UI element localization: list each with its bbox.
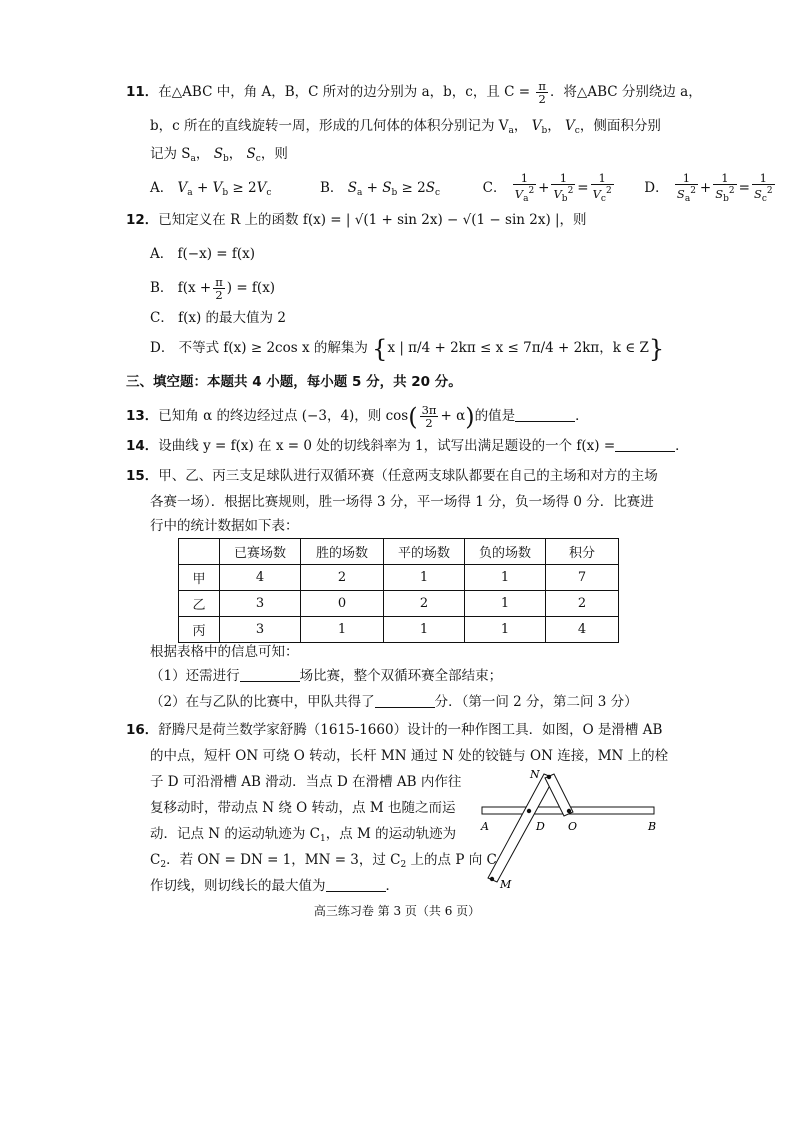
q16-line3: 子 D 可沿滑槽 AB 滑动．当点 D 在滑槽 AB 内作往 xyxy=(150,774,462,790)
schooten-diagram xyxy=(470,766,670,894)
q15-sub2-blank[interactable] xyxy=(375,693,435,708)
q16-line4: 复移动时，带动点 N 绕 O 转动，点 M 也随之而运 xyxy=(150,800,456,816)
q14-number: 14． xyxy=(126,438,159,454)
q16-line6: $C_2$．若 ON = DN = 1，MN = 3，过 $C_2$ 上的点 P 向 C xyxy=(150,852,497,870)
q16-answer-blank[interactable] xyxy=(326,877,386,892)
q15-sub1: （1）还需进行 场比赛，整个双循环赛全部结束； xyxy=(150,668,503,684)
section-3-heading: 三、填空题：本题共 4 小题，每小题 5 分，共 20 分。 xyxy=(126,374,462,390)
q16-line7: 作切线，则切线长的最大值为 ． xyxy=(150,878,399,894)
q11-stem-part1: 在△ABC 中，角 A，B，C 所对的边分别为 a，b，c，且 C = xyxy=(158,84,531,100)
q15-sub1-blank[interactable] xyxy=(240,667,300,682)
table-row: 甲 4 2 1 1 7 xyxy=(179,565,619,591)
q13: 13．已知角 α 的终边经过点 (−3，4)，则 cos( $\frac{3\pi}{2}$ + α)的值是 ． xyxy=(126,403,589,431)
q11-option-b[interactable]: B． $S_a + S_b \ge 2S_c$ xyxy=(319,180,441,198)
table-row: 乙 3 0 2 1 2 xyxy=(179,591,619,617)
pin-n xyxy=(547,775,551,779)
label-m: M xyxy=(500,878,512,891)
q15-line3: 行中的统计数据如下表： xyxy=(150,518,299,534)
q16-number: 16． xyxy=(126,722,159,738)
q11-option-c[interactable]: C． $\frac{1}{V_a^2}$ + $\frac{1}{V_b^2}$ = $\frac{1}{V_c^2}$ xyxy=(482,171,612,204)
label-b: B xyxy=(648,820,657,833)
q13-number: 13． xyxy=(126,408,159,424)
q11-option-a[interactable]: A． $V_a + V_b \ge 2V_c$ xyxy=(150,180,272,198)
pin-d xyxy=(527,809,531,813)
q11-line1 xyxy=(126,80,702,105)
label-a: A xyxy=(481,820,489,833)
q12-option-d[interactable]: D． 不等式 f(x) ≥ 2cos x 的解集为 {x | π/4 + 2kπ ≤ x ≤ 7π/4 + 2kπ，k ∈ Z} xyxy=(150,335,665,363)
q14: 14．设曲线 y = f(x) 在 x = 0 处的切线斜率为 1，试写出满足题设的一个 f(x) = ． xyxy=(126,438,689,454)
label-d: D xyxy=(536,820,545,833)
q12-option-a[interactable]: A． f(−x) = f(x) xyxy=(150,246,256,262)
q11-number: 11． xyxy=(126,84,159,100)
q15-line1: 15．甲、乙、丙三支足球队进行双循环赛（任意两支球队都要在自己的主场和对方的主场 xyxy=(126,468,658,484)
q16-line2: 的中点，短杆 ON 可绕 O 转动，长杆 MN 通过 N 处的铰链与 ON 连接，MN 上的栓 xyxy=(150,748,669,764)
q12-option-b[interactable]: B． f(x + $\frac{\pi}{2}$ ) = f(x) xyxy=(150,275,276,302)
q13-answer-blank[interactable] xyxy=(515,407,575,422)
q12-number: 12． xyxy=(126,212,159,228)
pin-m xyxy=(490,877,494,881)
q11-option-d[interactable]: D． $\frac{1}{S_a^2}$ + $\frac{1}{S_b^2}$ = $\frac{1}{S_c^2}$ xyxy=(644,171,773,204)
pin-o xyxy=(567,809,571,813)
table-row: 丙 3 1 1 1 4 xyxy=(179,617,619,643)
q11-line3: 记为 $S_a$， $S_b$， $S_c$，则 xyxy=(150,146,288,164)
q14-answer-blank[interactable] xyxy=(615,437,675,452)
q16-line1: 16．舒腾尺是荷兰数学家舒腾（1615-1660）设计的一种作图工具．如图，O 是滑槽 AB xyxy=(126,722,663,738)
q11-stem-part2: ．将△ABC 分别绕边 a， xyxy=(549,84,702,100)
label-n: N xyxy=(530,768,540,781)
q11-options xyxy=(150,172,777,205)
table-header-row: 已赛场数 胜的场数 平的场数 负的场数 积分 xyxy=(179,539,619,565)
q15-sub2: （2）在与乙队的比赛中，甲队共得了 分．（第一问 2 分，第二问 3 分） xyxy=(150,694,638,710)
q15-line2: 各赛一场）．根据比赛规则，胜一场得 3 分，平一场得 1 分，负一场得 0 分．比赛进 xyxy=(150,494,654,510)
label-o: O xyxy=(568,820,578,833)
q11-fraction: $\frac{\pi}{2}$ xyxy=(538,79,546,106)
q16-line5: 动．记点 N 的运动轨迹为 $C_1$，点 M 的运动轨迹为 xyxy=(150,826,457,844)
q12-option-c[interactable]: C． f(x) 的最大值为 2 xyxy=(150,310,286,326)
page-footer: 高三练习卷 第 3 页（共 6 页） xyxy=(313,904,481,918)
standings-table xyxy=(178,538,619,643)
q15-after-table: 根据表格中的信息可知： xyxy=(150,644,299,660)
q12-stem: 12．已知定义在 R 上的函数 f(x) = | √(1 + sin 2x) − √(1 − sin 2x) |，则 xyxy=(126,212,587,228)
q11-line2: b，c 所在的直线旋转一周，形成的几何体的体积分别记为 $V_a$， $V_b$， $V_c$，侧面积分别 xyxy=(150,118,661,136)
q15-number: 15． xyxy=(126,468,159,484)
